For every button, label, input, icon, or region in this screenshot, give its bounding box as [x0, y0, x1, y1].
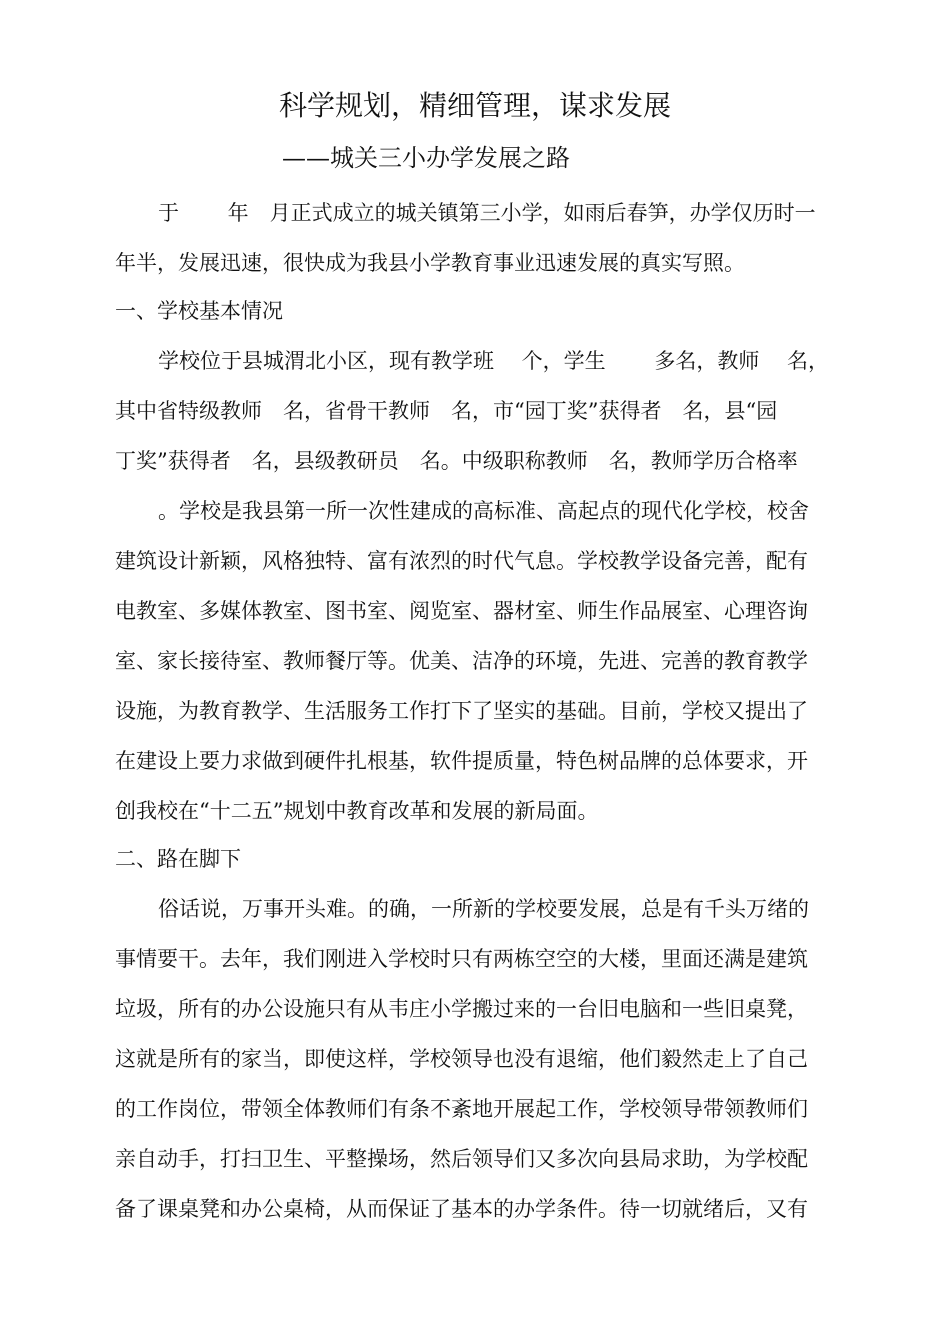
section-heading-road: 二、路在脚下	[115, 847, 241, 871]
intro-line: 于 年 月正式成立的城关镇第三小学，如雨后春笋，办学仅历时一	[158, 201, 816, 225]
paragraph-line: 电教室、多媒体教室、图书室、阅览室、器材室、师生作品展室、心理咨询	[115, 599, 808, 623]
paragraph-line: 在建设上要力求做到硬件扎根基，软件提质量，特色树品牌的总体要求，开	[115, 749, 808, 773]
paragraph-line: 学校位于县城渭北小区，现有教学班 个，学生 多名，教师 名，	[158, 349, 830, 373]
paragraph-line: 丁奖”获得者 名，县级教研员 名。中级职称教师 名，教师学历合格率	[115, 449, 798, 473]
paragraph-line: 垃圾，所有的办公设施只有从韦庄小学搬过来的一台旧电脑和一些旧桌凳，	[115, 997, 808, 1021]
paragraph-line: 创我校在“十二五”规划中教育改革和发展的新局面。	[115, 799, 599, 823]
paragraph-line: 室、家长接待室、教师餐厅等。优美、洁净的环境，先进、完善的教育教学	[115, 649, 808, 673]
document-subtitle: ——城关三小办学发展之路	[282, 144, 570, 172]
paragraph-line: 事情要干。去年，我们刚进入学校时只有两栋空空的大楼，里面还满是建筑	[115, 947, 808, 971]
document-title: 科学规划，精细管理，谋求发展	[278, 89, 671, 122]
paragraph-line: 的工作岗位，带领全体教师们有条不紊地开展起工作，学校领导带领教师们	[115, 1097, 808, 1121]
paragraph-line: 备了课桌凳和办公桌椅，从而保证了基本的办学条件。待一切就绪后，又有	[115, 1197, 808, 1221]
paragraph-line: 这就是所有的家当，即使这样，学校领导也没有退缩，他们毅然走上了自己	[115, 1047, 808, 1071]
paragraph-line: 其中省特级教师 名，省骨干教师 名，市“园丁奖”获得者 名，县“园	[115, 399, 778, 423]
paragraph-line: 俗话说，万事开头难。的确，一所新的学校要发展，总是有千头万绪的	[158, 897, 809, 921]
paragraph-line: 建筑设计新颖，风格独特、富有浓烈的时代气息。学校教学设备完善，配有	[115, 549, 808, 573]
paragraph-line: 。学校是我县第一所一次性建成的高标准、高起点的现代化学校，校舍	[158, 499, 809, 523]
section-heading-basic-info: 一、学校基本情况	[115, 299, 283, 323]
intro-line: 年半，发展迅速，很快成为我县小学教育事业迅速发展的真实写照。	[115, 251, 745, 275]
paragraph-line: 设施，为教育教学、生活服务工作打下了坚实的基础。目前，学校又提出了	[115, 699, 808, 723]
paragraph-line: 亲自动手，打扫卫生、平整操场，然后领导们又多次向县局求助，为学校配	[115, 1147, 808, 1171]
